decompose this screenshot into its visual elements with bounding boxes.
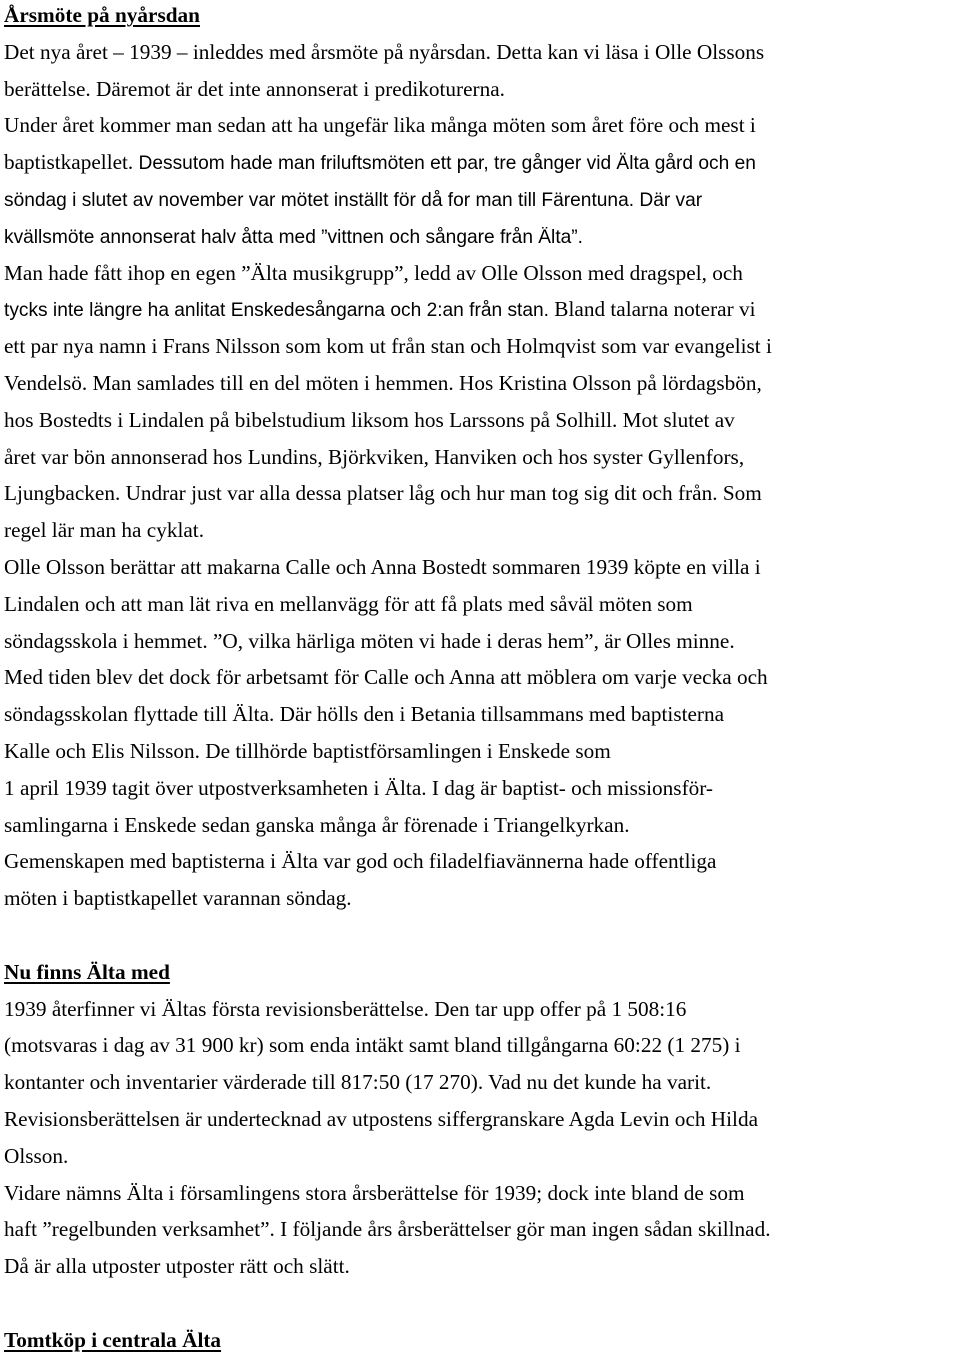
text-line bbox=[4, 512, 954, 549]
text-run: berättelse. Däremot är det inte annonserat i predikoturerna. bbox=[4, 76, 505, 101]
text-run: Vidare nämns Älta i församlingens stora årsberättelse för 1939; dock inte bland de som bbox=[4, 1180, 745, 1205]
paragraph-spacer bbox=[4, 917, 956, 954]
text-run: Gemenskapen med baptisterna i Älta var god och filadelfiavännerna hade offentliga bbox=[4, 849, 717, 874]
document-page bbox=[4, 0, 956, 1358]
text-run: söndag i slutet av november var mötet inställt för då for man till Färentuna. bbox=[4, 189, 640, 211]
section-body bbox=[4, 991, 956, 1285]
text-run: Ljungbacken. Undrar just var alla dessa platser låg och hur man tog sig dit och från. Som bbox=[4, 481, 762, 506]
text-line bbox=[4, 1248, 954, 1285]
text-run: Vendelsö. Man samlades till en del möten i hemmen. Hos Kristina Olsson på lördagsbön, bbox=[4, 370, 762, 395]
text-line bbox=[4, 1211, 954, 1248]
text-line bbox=[4, 365, 954, 402]
text-run: Olle Olsson berättar att makarna Calle och Anna Bostedt sommaren 1939 köpte en villa i bbox=[4, 554, 761, 579]
section-body bbox=[4, 34, 956, 917]
text-line bbox=[4, 291, 954, 328]
text-line bbox=[4, 770, 954, 807]
text-run: Med tiden blev det dock för arbetsamt för Calle och Anna att möblera om varje vecka och bbox=[4, 665, 768, 690]
text-line bbox=[4, 549, 954, 586]
text-run: kontanter och inventarier värderade till 817:50 (17 270). Vad nu det kunde ha varit. bbox=[4, 1070, 712, 1095]
text-line bbox=[4, 1138, 954, 1175]
section-nu-finns-alta bbox=[4, 954, 956, 1285]
text-run: Olsson. bbox=[4, 1143, 69, 1168]
text-run: haft ”regelbunden verksamhet”. I följande års årsberättelser gör man ingen sådan skillnad. bbox=[4, 1217, 771, 1242]
text-run: ett par nya namn i Frans Nilsson som kom ut från stan och Holmqvist som var evangelist i bbox=[4, 334, 772, 359]
text-line bbox=[4, 218, 954, 255]
text-line bbox=[4, 1175, 954, 1212]
text-line bbox=[4, 659, 954, 696]
text-run: 1939 återfinner vi Ältas första revisionsberättelse. Den tar upp offer på 1 508:16 bbox=[4, 996, 687, 1021]
text-line bbox=[4, 1027, 954, 1064]
text-run: Under året kommer man sedan att ha ungefär lika många möten som året före och mest i bbox=[4, 113, 756, 138]
section-heading: Nu finns Älta med bbox=[4, 959, 170, 984]
paragraph-spacer bbox=[4, 1285, 956, 1322]
text-run: 1 april 1939 tagit över utpostverksamheten i Älta. I dag är baptist- och missionsför- bbox=[4, 775, 714, 800]
text-line bbox=[4, 181, 954, 218]
text-run: hos Bostedts i Lindalen på bibelstudium liksom hos Larssons på Solhill. Mot slutet av bbox=[4, 407, 735, 432]
section-tomtkop bbox=[4, 1322, 956, 1358]
text-line bbox=[4, 586, 954, 623]
text-run: samlingarna i Enskede sedan ganska många år förenade i Triangelkyrkan. bbox=[4, 812, 630, 837]
section-heading: Årsmöte på nyårsdan bbox=[4, 3, 201, 27]
text-line bbox=[4, 475, 954, 512]
text-run: Då är alla utposter utposter rätt och slätt. bbox=[4, 1254, 350, 1279]
text-run: Man hade fått ihop en egen ”Älta musikgrupp”, ledd av Olle Olsson med dragspel, och bbox=[4, 260, 743, 285]
text-run: Det nya året – 1939 – inleddes med årsmöte på nyårsdan. Detta kan vi läsa i Olle Olssons bbox=[4, 39, 765, 64]
text-run: kvällsmöte annonserat halv åtta med ”vittnen och sångare från Älta”. bbox=[4, 226, 583, 248]
text-run: Dessutom hade man friluftsmöten ett par, tre gånger vid Älta gård och en bbox=[138, 153, 756, 175]
text-run: baptistkapellet. bbox=[4, 150, 139, 175]
text-run: tycks inte längre ha anlitat Enskedesångarna och 2:an från stan. bbox=[4, 300, 555, 322]
text-run: Kalle och Elis Nilsson. De tillhörde baptistförsamlingen i Enskede som bbox=[4, 738, 611, 763]
text-line bbox=[4, 733, 954, 770]
text-run: (motsvaras i dag av 31 900 kr) som enda intäkt samt bland tillgångarna 60:22 (1 275) i bbox=[4, 1033, 741, 1058]
text-run: Bland talarna noterar vi bbox=[554, 297, 756, 322]
text-line bbox=[4, 1101, 954, 1138]
text-line bbox=[4, 144, 954, 181]
text-run: året var bön annonserad hos Lundins, Björkviken, Hanviken och hos syster Gyllenfors, bbox=[4, 444, 745, 469]
text-line bbox=[4, 107, 954, 144]
text-line bbox=[4, 439, 954, 476]
text-line bbox=[4, 991, 954, 1028]
text-line bbox=[4, 880, 954, 917]
text-line bbox=[4, 328, 954, 365]
text-run: Revisionsberättelsen är undertecknad av utpostens siffergranskare Agda Levin och Hilda bbox=[4, 1106, 759, 1131]
text-line bbox=[4, 696, 954, 733]
text-line bbox=[4, 71, 954, 108]
text-line bbox=[4, 402, 954, 439]
text-run: söndagsskolan flyttade till Älta. Där hölls den i Betania tillsammans med baptisterna bbox=[4, 702, 725, 727]
text-line bbox=[4, 1064, 954, 1101]
text-run: Lindalen och att man lät riva en mellanvägg för att få plats med såväl möten som bbox=[4, 591, 693, 616]
text-line bbox=[4, 843, 954, 880]
text-run: möten i baptistkapellet varannan söndag. bbox=[4, 886, 352, 911]
section-heading: Tomtköp i centrala Älta bbox=[4, 1327, 222, 1352]
text-run: söndagsskola i hemmet. ”O, vilka härliga möten vi hade i deras hem”, är Olles minne. bbox=[4, 628, 735, 653]
text-line bbox=[4, 34, 954, 71]
text-line bbox=[4, 255, 954, 292]
text-line bbox=[4, 623, 954, 660]
section-arsmote bbox=[4, 0, 956, 917]
text-run: Där var bbox=[639, 189, 703, 211]
text-run: regel lär man ha cyklat. bbox=[4, 518, 205, 543]
text-line bbox=[4, 807, 954, 844]
